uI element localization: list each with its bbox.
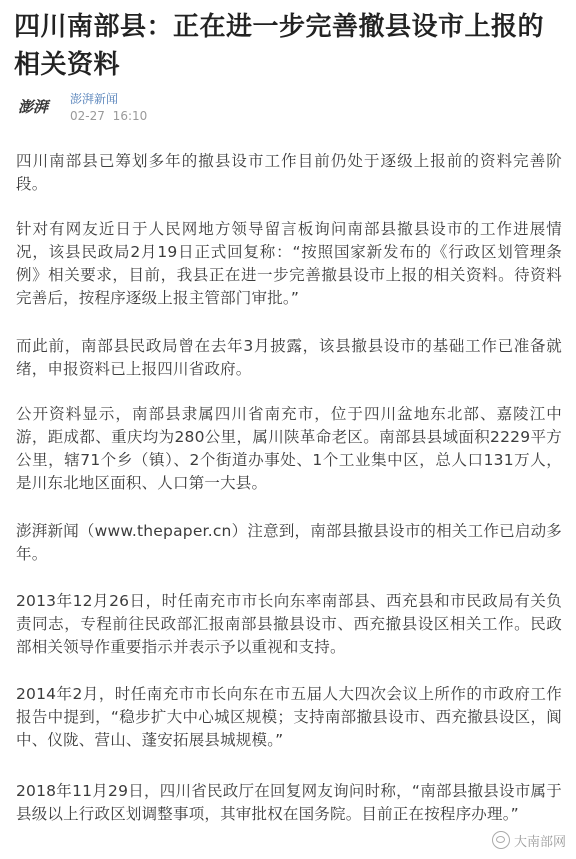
- watermark: [492, 829, 566, 851]
- paragraph: 公开资料显示，南部县隶属四川省南充市，位于四川盆地东北部、嘉陵江中游，距成都、重庆均为280公里，属川陕革命老区。南部县县域面积2229平方公里，辖71个乡（镇）、2个街道办事处、1个工业集中区，总人口131万人，是川东北地区面积、人口第一大县。: [16, 405, 562, 492]
- wechat-icon: [492, 831, 510, 849]
- paragraph: 2018年11月29日，四川省民政厅在回复网友询问时称，“南部县撤县设市属于县级以上行政区划调整事项，其审批权在国务院。目前正在按程序办理。”: [16, 782, 562, 823]
- thepaper-logo[interactable]: 澎湃: [18, 98, 49, 116]
- paragraph: 而此前，南部县民政局曾在去年3月披露，该县撤县设市的基础工作已准备就绪，申报资料已上报四川省政府。: [16, 337, 562, 378]
- paragraph: 四川南部县已筹划多年的撤县设市工作目前仍处于逐级上报前的资料完善阶段。: [16, 152, 562, 193]
- paragraph: 澎湃新闻（www.thepaper.cn）注意到，南部县撤县设市的相关工作已启动多年。: [16, 522, 562, 563]
- source-link[interactable]: 澎湃新闻: [70, 92, 119, 106]
- publish-time: 02-27 16:10: [70, 109, 148, 123]
- article-meta: [14, 88, 314, 128]
- paragraph: 针对有网友近日于人民网地方领导留言板询问南部县撤县设市的工作进展情况，该县民政局2月19日正式回复称：“按照国家新发布的《行政区划管理条例》相关要求，目前，我县正在进一步完善撤县设市上报的相关资料。待资料完善后，按程序逐级上报主管部门审批。”: [16, 220, 562, 307]
- paragraph: 2013年12月26日，时任南充市市长向东率南部县、西充县和市民政局有关负责同志，专程前往民政部汇报南部县撤县设市、西充撤县设区相关工作。民政部相关领导作重要指示并表示予以重视和支持。: [16, 592, 562, 656]
- watermark-text: 大南部网: [513, 834, 566, 850]
- article-title: 四川南部县：正在进一步完善撤县设市上报的相关资料: [14, 12, 545, 80]
- paragraph: 2014年2月，时任南充市市长向东在市五届人大四次会议上所作的市政府工作报告中提到，“稳步扩大中心城区规模；支持南部撤县设市、西充撤县设区，阆中、仪陇、营山、蓬安拓展县城规模。”: [16, 685, 562, 749]
